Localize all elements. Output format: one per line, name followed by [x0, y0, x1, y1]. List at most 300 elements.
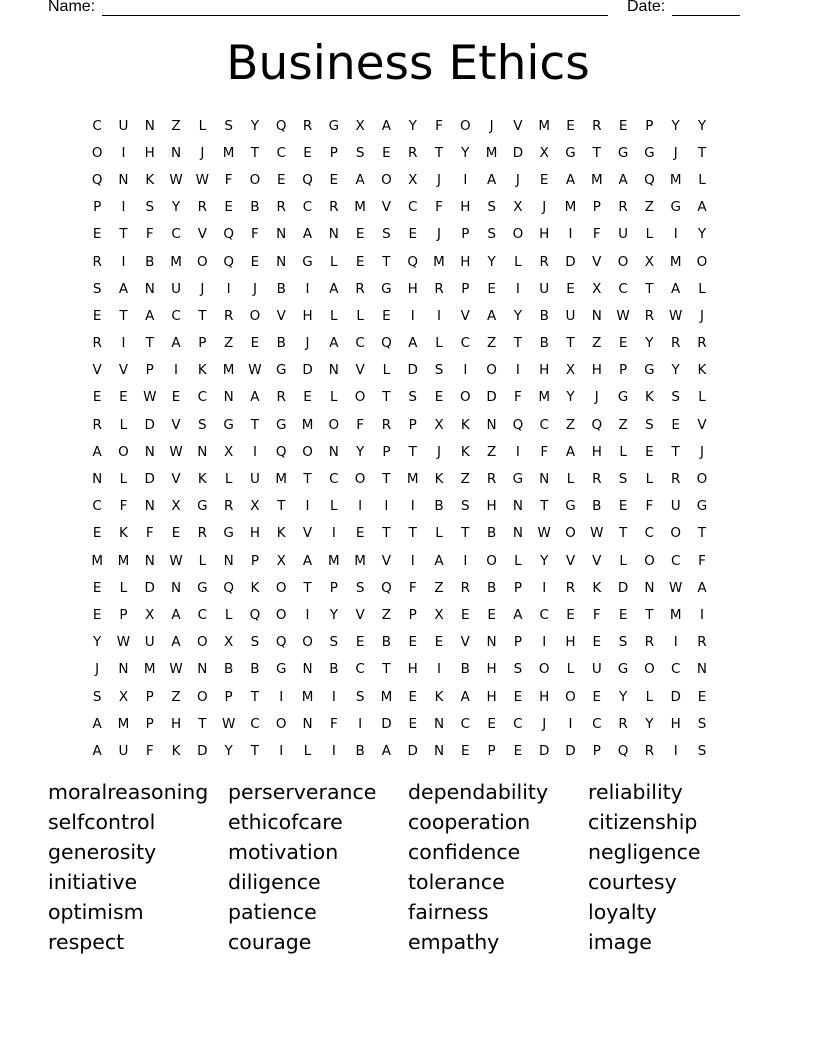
- grid-letter: B: [381, 634, 392, 651]
- grid-letter: G: [275, 661, 287, 678]
- grid-letter: Z: [565, 416, 576, 433]
- grid-letter: T: [119, 307, 128, 324]
- word-item: respect: [48, 930, 125, 954]
- grid-letter: P: [224, 688, 233, 705]
- grid-letter: H: [539, 226, 550, 243]
- grid-letter: G: [223, 416, 234, 433]
- grid-letter: F: [251, 226, 259, 243]
- grid-letter: J: [699, 307, 704, 324]
- grid-letter: N: [197, 661, 208, 678]
- grid-letter: N: [223, 552, 234, 569]
- grid-letter: C: [407, 199, 418, 216]
- grid-letter: C: [539, 606, 549, 623]
- grid-letter: B: [539, 335, 549, 352]
- grid-letter: I: [410, 498, 415, 515]
- grid-letter: E: [119, 389, 128, 406]
- grid-letter: H: [407, 280, 418, 297]
- grid-letter: M: [143, 661, 156, 678]
- grid-letter: N: [170, 579, 182, 596]
- grid-letter: A: [408, 335, 418, 352]
- word-item: ethicofcare: [228, 810, 343, 834]
- grid-letter: S: [355, 579, 365, 596]
- grid-letter: W: [537, 525, 551, 542]
- grid-letter: V: [171, 416, 181, 433]
- grid-letter: Y: [171, 199, 181, 216]
- grid-letter: I: [121, 199, 126, 216]
- grid-letter: N: [644, 579, 655, 596]
- word-item: diligence: [228, 870, 321, 894]
- grid-letter: X: [565, 362, 576, 379]
- grid-letter: N: [486, 416, 497, 433]
- grid-letter: E: [461, 742, 470, 759]
- grid-letter: P: [592, 742, 601, 759]
- grid-letter: T: [250, 742, 260, 759]
- grid-letter: J: [252, 280, 257, 297]
- grid-letter: S: [618, 634, 628, 651]
- grid-letter: R: [276, 389, 286, 406]
- grid-letter: X: [355, 117, 365, 134]
- grid-letter: R: [92, 335, 102, 352]
- grid-letter: C: [460, 335, 471, 352]
- grid-letter: T: [671, 443, 680, 460]
- grid-letter: Z: [644, 199, 654, 216]
- grid-letter: I: [226, 280, 231, 297]
- grid-letter: Z: [460, 471, 470, 488]
- word-item: patience: [228, 900, 317, 924]
- grid-letter: G: [696, 498, 708, 515]
- grid-letter: W: [616, 307, 630, 324]
- grid-letter: Y: [93, 634, 102, 651]
- grid-letter: G: [565, 498, 576, 515]
- grid-letter: C: [197, 606, 208, 623]
- grid-letter: E: [355, 226, 365, 243]
- grid-letter: E: [645, 443, 654, 460]
- grid-letter: O: [512, 226, 524, 243]
- grid-letter: E: [355, 525, 365, 542]
- grid-letter: F: [645, 498, 654, 515]
- grid-letter: E: [487, 715, 496, 732]
- grid-letter: O: [644, 552, 655, 569]
- grid-letter: A: [329, 335, 339, 352]
- grid-letter: C: [539, 416, 549, 433]
- grid-letter: T: [382, 525, 391, 542]
- grid-letter: M: [380, 688, 393, 705]
- grid-letter: B: [486, 579, 497, 596]
- grid-letter: R: [223, 307, 234, 324]
- grid-letter: U: [591, 661, 602, 678]
- grid-letter: R: [302, 117, 313, 134]
- grid-letter: E: [513, 742, 523, 759]
- grid-letter: F: [329, 715, 338, 732]
- grid-row: [84, 737, 715, 764]
- grid-letter: Y: [566, 389, 575, 406]
- grid-letter: A: [618, 171, 628, 188]
- grid-letter: U: [618, 226, 629, 243]
- grid-letter: Y: [540, 552, 549, 569]
- grid-letter: C: [644, 525, 655, 542]
- grid-letter: E: [408, 226, 417, 243]
- grid-letter: J: [437, 443, 441, 460]
- grid-letter: Y: [645, 715, 654, 732]
- grid-letter: K: [276, 525, 286, 542]
- grid-letter: H: [539, 362, 550, 379]
- grid-letter: E: [618, 335, 628, 352]
- grid-letter: N: [512, 498, 523, 515]
- grid-letter: B: [224, 661, 234, 678]
- grid-letter: B: [250, 199, 260, 216]
- grid-letter: D: [670, 688, 681, 705]
- grid-letter: C: [250, 715, 260, 732]
- grid-letter: L: [330, 498, 338, 515]
- word-item: selfcontrol: [48, 810, 156, 834]
- grid-letter: F: [145, 742, 154, 759]
- grid-letter: Q: [275, 443, 287, 460]
- grid-letter: I: [358, 715, 363, 732]
- grid-letter: H: [407, 661, 418, 678]
- grid-letter: K: [434, 688, 444, 705]
- grid-letter: R: [355, 280, 365, 297]
- grid-letter: N: [118, 171, 129, 188]
- grid-letter: R: [486, 471, 497, 488]
- grid-letter: P: [461, 280, 470, 297]
- grid-letter: E: [355, 634, 365, 651]
- grid-letter: E: [224, 199, 233, 216]
- grid-letter: J: [200, 280, 205, 297]
- grid-letter: L: [330, 389, 338, 406]
- grid-letter: L: [330, 307, 338, 324]
- grid-letter: L: [435, 525, 443, 542]
- grid-letter: F: [224, 171, 233, 188]
- grid-letter: S: [329, 634, 339, 651]
- grid-letter: X: [644, 253, 654, 270]
- grid-letter: V: [171, 471, 181, 488]
- grid-letter: B: [592, 498, 602, 515]
- grid-letter: T: [461, 525, 470, 542]
- grid-letter: O: [486, 552, 497, 569]
- grid-letter: S: [434, 362, 444, 379]
- grid-letter: L: [619, 443, 627, 460]
- word-item: confidence: [408, 840, 521, 864]
- grid-letter: R: [592, 471, 602, 488]
- grid-letter: I: [331, 688, 336, 705]
- grid-letter: E: [92, 226, 102, 243]
- grid-letter: X: [513, 199, 523, 216]
- grid-letter: U: [144, 634, 155, 651]
- grid-letter: N: [696, 661, 708, 678]
- grid-letter: G: [302, 253, 313, 270]
- grid-letter: H: [670, 715, 681, 732]
- grid-letter: L: [698, 280, 706, 297]
- grid-letter: L: [435, 335, 443, 352]
- grid-letter: J: [305, 335, 310, 352]
- grid-row: [84, 438, 715, 465]
- grid-letter: E: [487, 280, 496, 297]
- grid-letter: T: [697, 144, 707, 161]
- grid-letter: T: [250, 144, 260, 161]
- grid-letter: L: [698, 171, 706, 188]
- grid-letter: W: [195, 171, 210, 188]
- grid-letter: Y: [408, 117, 417, 134]
- grid-letter: V: [460, 307, 470, 324]
- grid-letter: L: [645, 688, 654, 705]
- grid-letter: J: [489, 117, 494, 134]
- grid-letter: M: [406, 471, 419, 488]
- grid-letter: U: [171, 280, 181, 297]
- grid-letter: U: [118, 742, 129, 759]
- grid-letter: J: [515, 171, 520, 188]
- grid-letter: S: [487, 199, 496, 216]
- grid-letter: R: [408, 144, 418, 161]
- grid-letter: P: [145, 362, 154, 379]
- grid-letter: N: [512, 525, 523, 542]
- grid-letter: R: [197, 199, 208, 216]
- grid-letter: Q: [275, 117, 287, 134]
- grid-letter: W: [669, 579, 683, 596]
- grid-letter: M: [354, 199, 366, 216]
- grid-letter: E: [592, 688, 602, 705]
- grid-letter: C: [618, 280, 628, 297]
- grid-row: [84, 601, 715, 628]
- grid-letter: T: [592, 144, 601, 161]
- grid-letter: I: [515, 280, 520, 297]
- grid-letter: R: [92, 253, 102, 270]
- grid-letter: J: [542, 715, 547, 732]
- word-item: empathy: [408, 930, 500, 954]
- grid-letter: O: [565, 525, 576, 542]
- grid-letter: F: [145, 525, 154, 542]
- grid-letter: V: [92, 362, 102, 379]
- grid-row: [84, 194, 715, 221]
- grid-letter: L: [645, 226, 654, 243]
- grid-letter: J: [95, 661, 100, 678]
- grid-letter: D: [144, 416, 155, 433]
- grid-letter: I: [121, 253, 126, 270]
- grid-letter: P: [645, 117, 654, 134]
- grid-letter: A: [460, 688, 470, 705]
- grid-letter: Y: [645, 335, 654, 352]
- grid-letter: R: [618, 715, 628, 732]
- grid-letter: X: [145, 606, 155, 623]
- grid-letter: B: [460, 661, 470, 678]
- grid-letter: O: [249, 171, 261, 188]
- grid-letter: O: [197, 688, 208, 705]
- grid-letter: B: [329, 661, 339, 678]
- header: [48, 0, 748, 20]
- grid-letter: N: [144, 498, 155, 515]
- grid-row: [84, 520, 715, 547]
- grid-letter: I: [174, 362, 179, 379]
- grid-letter: E: [566, 606, 575, 623]
- grid-letter: C: [171, 226, 181, 243]
- grid-letter: F: [435, 117, 443, 134]
- grid-letter: M: [327, 552, 340, 569]
- grid-letter: B: [539, 307, 549, 324]
- grid-letter: G: [644, 144, 655, 161]
- grid-letter: H: [591, 443, 602, 460]
- grid-letter: K: [460, 443, 470, 460]
- grid-row: [84, 629, 715, 656]
- grid-letter: L: [645, 471, 654, 488]
- grid-letter: L: [514, 552, 522, 569]
- grid-letter: E: [171, 389, 181, 406]
- grid-letter: P: [329, 579, 338, 596]
- grid-letter: S: [355, 144, 365, 161]
- grid-letter: I: [331, 742, 336, 759]
- grid-letter: Q: [223, 253, 234, 270]
- grid-letter: T: [382, 253, 391, 270]
- grid-letter: E: [408, 634, 417, 651]
- grid-row: [84, 547, 715, 574]
- grid-letter: Y: [697, 117, 707, 134]
- grid-letter: B: [486, 525, 497, 542]
- grid-letter: V: [592, 552, 602, 569]
- grid-letter: X: [250, 498, 260, 515]
- grid-letter: S: [671, 389, 680, 406]
- grid-letter: O: [459, 389, 471, 406]
- grid-letter: Q: [381, 335, 392, 352]
- grid-letter: G: [617, 144, 629, 161]
- grid-letter: T: [566, 335, 575, 352]
- grid-letter: V: [460, 634, 470, 651]
- grid-letter: M: [301, 416, 314, 433]
- grid-letter: T: [382, 389, 391, 406]
- grid-letter: Q: [302, 171, 313, 188]
- word-item: moralreasoning: [48, 780, 209, 804]
- grid-letter: M: [590, 171, 603, 188]
- grid-letter: O: [459, 117, 471, 134]
- grid-letter: A: [486, 171, 497, 188]
- grid-letter: V: [592, 253, 602, 270]
- grid-letter: P: [513, 579, 522, 596]
- grid-letter: T: [250, 416, 260, 433]
- grid-letter: C: [355, 335, 365, 352]
- grid-letter: I: [463, 552, 468, 569]
- grid-letter: R: [329, 199, 339, 216]
- grid-letter: T: [198, 715, 207, 732]
- grid-letter: M: [538, 117, 551, 134]
- grid-letter: M: [433, 253, 445, 270]
- grid-letter: G: [617, 661, 629, 678]
- grid-letter: Z: [434, 579, 444, 596]
- grid-letter: A: [355, 171, 365, 188]
- grid-letter: W: [116, 634, 131, 651]
- word-item: citizenship: [588, 810, 698, 834]
- grid-letter: G: [197, 579, 208, 596]
- grid-letter: V: [513, 117, 523, 134]
- grid-letter: E: [92, 579, 102, 596]
- grid-letter: V: [355, 362, 365, 379]
- word-bank: [48, 780, 768, 960]
- grid-letter: T: [618, 525, 628, 542]
- grid-letter: L: [198, 117, 207, 134]
- grid-letter: I: [568, 715, 573, 732]
- grid-letter: T: [277, 498, 286, 515]
- grid-letter: O: [197, 253, 208, 270]
- grid-letter: G: [565, 144, 576, 161]
- grid-letter: E: [250, 253, 260, 270]
- grid-letter: O: [644, 661, 655, 678]
- grid-letter: O: [381, 171, 392, 188]
- grid-letter: A: [486, 307, 497, 324]
- grid-letter: G: [223, 525, 234, 542]
- grid-letter: E: [408, 715, 417, 732]
- word-item: negligence: [588, 840, 701, 864]
- grid-letter: I: [331, 525, 336, 542]
- grid-letter: E: [329, 171, 339, 188]
- grid-letter: K: [434, 471, 444, 488]
- grid-letter: O: [275, 715, 287, 732]
- grid-letter: S: [408, 389, 417, 406]
- grid-letter: X: [434, 606, 444, 623]
- grid-letter: O: [354, 389, 366, 406]
- grid-letter: E: [303, 144, 312, 161]
- grid-letter: E: [697, 688, 707, 705]
- grid-letter: R: [92, 416, 102, 433]
- word-item: motivation: [228, 840, 339, 864]
- grid-letter: N: [144, 443, 155, 460]
- grid-letter: R: [697, 634, 707, 651]
- grid-letter: R: [592, 117, 602, 134]
- grid-letter: O: [249, 307, 261, 324]
- grid-letter: C: [302, 199, 313, 216]
- grid-letter: H: [565, 634, 576, 651]
- grid-letter: U: [539, 280, 550, 297]
- grid-letter: V: [565, 552, 576, 569]
- grid-letter: I: [305, 280, 310, 297]
- grid-letter: L: [566, 471, 575, 488]
- page-title: Business Ethics: [226, 36, 590, 91]
- grid-letter: I: [463, 171, 468, 188]
- grid-letter: K: [697, 362, 707, 379]
- grid-letter: R: [197, 525, 208, 542]
- word-item: initiative: [48, 870, 138, 894]
- grid-letter: M: [669, 171, 682, 188]
- grid-row: [84, 384, 715, 411]
- grid-letter: E: [671, 416, 680, 433]
- grid-letter: N: [328, 362, 339, 379]
- grid-letter: P: [250, 552, 259, 569]
- grid-letter: L: [698, 389, 706, 406]
- grid-letter: R: [434, 280, 444, 297]
- grid-letter: R: [618, 199, 628, 216]
- grid-letter: L: [119, 471, 128, 488]
- grid-letter: V: [276, 307, 286, 324]
- grid-letter: Y: [513, 307, 523, 324]
- grid-letter: L: [382, 362, 391, 379]
- grid-letter: B: [145, 253, 155, 270]
- grid-letter: S: [618, 471, 628, 488]
- grid-letter: C: [92, 498, 102, 515]
- grid-letter: I: [673, 634, 678, 651]
- grid-letter: N: [302, 715, 313, 732]
- grid-letter: I: [542, 634, 547, 651]
- grid-letter: S: [382, 226, 391, 243]
- name-line: [102, 15, 608, 16]
- grid-letter: G: [381, 280, 392, 297]
- grid-letter: Y: [355, 443, 365, 460]
- grid-letter: T: [645, 280, 654, 297]
- grid-letter: V: [355, 606, 365, 623]
- grid-letter: N: [144, 552, 155, 569]
- grid-letter: W: [143, 389, 157, 406]
- grid-letter: Y: [329, 606, 338, 623]
- grid-row: [84, 248, 715, 275]
- grid-letter: A: [381, 117, 392, 134]
- grid-letter: D: [144, 579, 155, 596]
- grid-letter: X: [434, 416, 444, 433]
- grid-letter: T: [697, 525, 707, 542]
- grid-letter: O: [118, 443, 129, 460]
